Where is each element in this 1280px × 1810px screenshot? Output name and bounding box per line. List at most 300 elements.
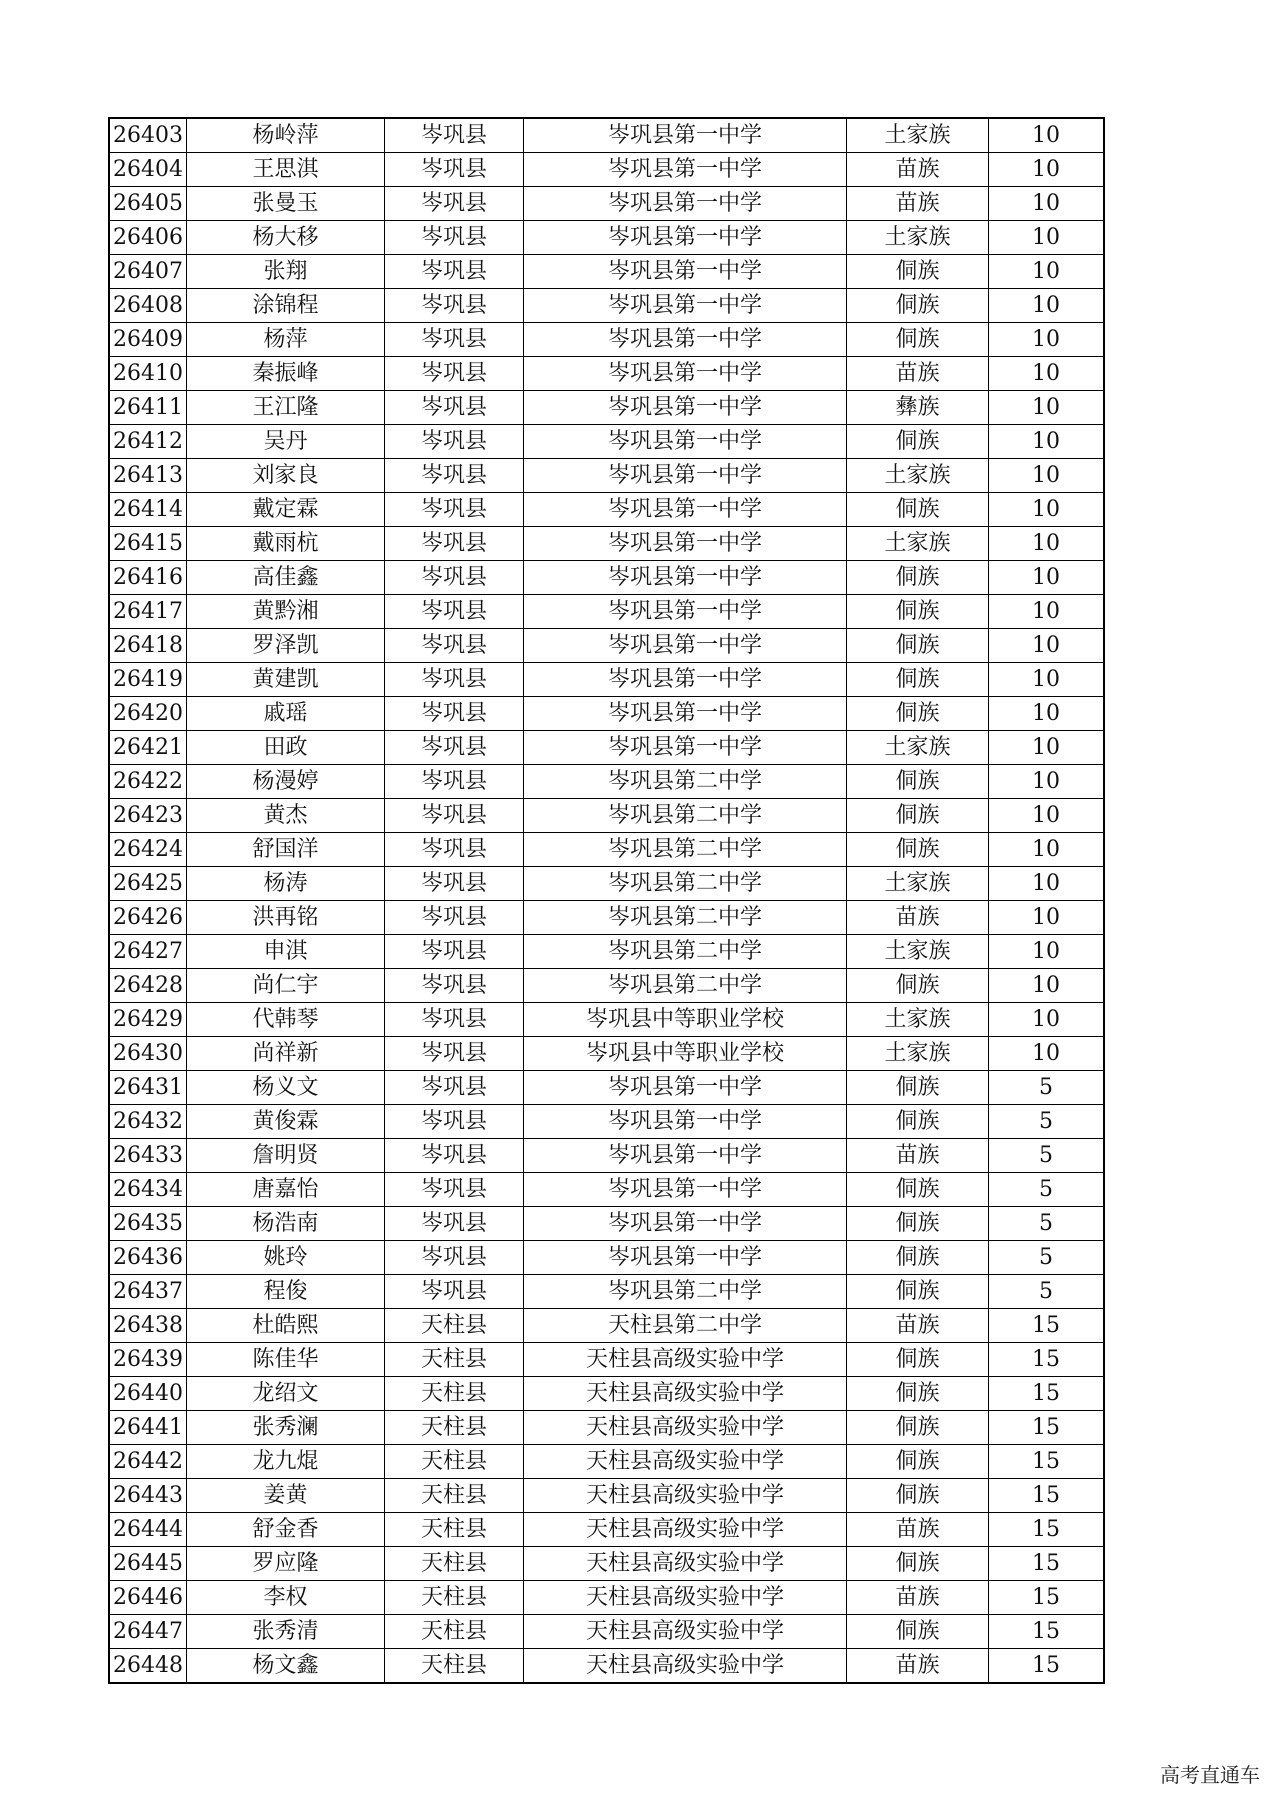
exam-number-cell: 26443 [109,1479,187,1513]
exam-number-cell: 26429 [109,1003,187,1037]
table-row [109,595,1104,629]
bonus-points-cell: 10 [989,1037,1105,1071]
name-cell: 詹明贤 [187,1139,385,1173]
exam-number-cell: 26417 [109,595,187,629]
exam-number-cell: 26434 [109,1173,187,1207]
bonus-points-cell: 15 [989,1649,1105,1684]
name-cell: 申淇 [187,935,385,969]
bonus-points-cell: 10 [989,1003,1105,1037]
table-row [109,969,1104,1003]
bonus-points-cell: 10 [989,663,1105,697]
county-cell: 天柱县 [385,1343,524,1377]
exam-number-cell: 26438 [109,1309,187,1343]
bonus-points-cell: 15 [989,1309,1105,1343]
name-cell: 黄黔湘 [187,595,385,629]
exam-number-cell: 26407 [109,255,187,289]
name-cell: 杨义文 [187,1071,385,1105]
bonus-points-cell: 5 [989,1139,1105,1173]
ethnicity-cell: 土家族 [847,935,989,969]
bonus-points-cell: 10 [989,391,1105,425]
county-cell: 岑巩县 [385,391,524,425]
exam-number-cell: 26440 [109,1377,187,1411]
school-cell: 岑巩县第一中学 [524,1207,847,1241]
ethnicity-cell: 苗族 [847,153,989,187]
ethnicity-cell: 侗族 [847,663,989,697]
name-cell: 张翔 [187,255,385,289]
county-cell: 岑巩县 [385,153,524,187]
bonus-points-cell: 15 [989,1581,1105,1615]
ethnicity-cell: 侗族 [847,289,989,323]
county-cell: 岑巩县 [385,697,524,731]
exam-number-cell: 26425 [109,867,187,901]
bonus-points-cell: 15 [989,1377,1105,1411]
bonus-points-cell: 15 [989,1615,1105,1649]
exam-number-cell: 26426 [109,901,187,935]
table-row [109,153,1104,187]
bonus-points-cell: 10 [989,323,1105,357]
bonus-points-cell: 10 [989,357,1105,391]
ethnicity-cell: 苗族 [847,1649,989,1684]
name-cell: 代韩琴 [187,1003,385,1037]
county-cell: 岑巩县 [385,935,524,969]
county-cell: 岑巩县 [385,357,524,391]
bonus-points-cell: 15 [989,1343,1105,1377]
table-row [109,1649,1104,1684]
school-cell: 岑巩县第一中学 [524,1241,847,1275]
ethnicity-cell: 苗族 [847,1309,989,1343]
table-row [109,527,1104,561]
bonus-points-cell: 5 [989,1173,1105,1207]
table-row [109,697,1104,731]
county-cell: 岑巩县 [385,1139,524,1173]
exam-number-cell: 26436 [109,1241,187,1275]
bonus-points-cell: 5 [989,1275,1105,1309]
table-row [109,799,1104,833]
ethnicity-cell: 侗族 [847,1411,989,1445]
table-row [109,1037,1104,1071]
exam-number-cell: 26414 [109,493,187,527]
exam-number-cell: 26437 [109,1275,187,1309]
school-cell: 岑巩县第一中学 [524,527,847,561]
exam-number-cell: 26427 [109,935,187,969]
table-row [109,221,1104,255]
school-cell: 天柱县高级实验中学 [524,1581,847,1615]
table-row [109,935,1104,969]
exam-number-cell: 26448 [109,1649,187,1684]
ethnicity-cell: 侗族 [847,1241,989,1275]
school-cell: 天柱县高级实验中学 [524,1547,847,1581]
county-cell: 岑巩县 [385,289,524,323]
table-row [109,1003,1104,1037]
ethnicity-cell: 侗族 [847,1343,989,1377]
exam-number-cell: 26435 [109,1207,187,1241]
bonus-points-cell: 10 [989,153,1105,187]
name-cell: 涂锦程 [187,289,385,323]
county-cell: 岑巩县 [385,118,524,153]
ethnicity-cell: 苗族 [847,1139,989,1173]
table-row [109,1581,1104,1615]
county-cell: 岑巩县 [385,833,524,867]
bonus-points-cell: 10 [989,425,1105,459]
school-cell: 天柱县第二中学 [524,1309,847,1343]
bonus-points-cell: 10 [989,867,1105,901]
school-cell: 天柱县高级实验中学 [524,1479,847,1513]
bonus-points-cell: 10 [989,731,1105,765]
table-row [109,1411,1104,1445]
ethnicity-cell: 侗族 [847,969,989,1003]
county-cell: 岑巩县 [385,493,524,527]
ethnicity-cell: 侗族 [847,561,989,595]
name-cell: 杨浩南 [187,1207,385,1241]
bonus-points-cell: 10 [989,289,1105,323]
name-cell: 姜黄 [187,1479,385,1513]
bonus-points-cell: 10 [989,561,1105,595]
ethnicity-cell: 土家族 [847,867,989,901]
county-cell: 岑巩县 [385,1037,524,1071]
county-cell: 岑巩县 [385,663,524,697]
county-cell: 岑巩县 [385,1241,524,1275]
county-cell: 岑巩县 [385,459,524,493]
bonus-points-cell: 10 [989,833,1105,867]
table-row [109,1105,1104,1139]
name-cell: 高佳鑫 [187,561,385,595]
table-row [109,731,1104,765]
name-cell: 罗应隆 [187,1547,385,1581]
name-cell: 舒国洋 [187,833,385,867]
ethnicity-cell: 侗族 [847,833,989,867]
ethnicity-cell: 土家族 [847,1037,989,1071]
exam-number-cell: 26423 [109,799,187,833]
name-cell: 杨萍 [187,323,385,357]
school-cell: 岑巩县第一中学 [524,595,847,629]
bonus-points-cell: 10 [989,629,1105,663]
name-cell: 龙绍文 [187,1377,385,1411]
exam-number-cell: 26433 [109,1139,187,1173]
exam-number-cell: 26403 [109,118,187,153]
ethnicity-cell: 侗族 [847,323,989,357]
school-cell: 岑巩县第一中学 [524,561,847,595]
ethnicity-cell: 土家族 [847,731,989,765]
table-row [109,901,1104,935]
county-cell: 岑巩县 [385,1071,524,1105]
name-cell: 戴雨杭 [187,527,385,561]
school-cell: 岑巩县第二中学 [524,901,847,935]
table-row [109,1139,1104,1173]
table-row [109,425,1104,459]
bonus-points-cell: 10 [989,459,1105,493]
school-cell: 岑巩县第一中学 [524,1105,847,1139]
ethnicity-cell: 苗族 [847,1581,989,1615]
bonus-points-cell: 10 [989,901,1105,935]
bonus-points-cell: 10 [989,187,1105,221]
county-cell: 岑巩县 [385,969,524,1003]
bonus-points-table [108,117,1105,1684]
table-row [109,1343,1104,1377]
school-cell: 岑巩县第二中学 [524,1275,847,1309]
name-cell: 黄俊霖 [187,1105,385,1139]
name-cell: 吴丹 [187,425,385,459]
exam-number-cell: 26441 [109,1411,187,1445]
exam-number-cell: 26431 [109,1071,187,1105]
school-cell: 天柱县高级实验中学 [524,1377,847,1411]
bonus-points-cell: 10 [989,221,1105,255]
exam-number-cell: 26446 [109,1581,187,1615]
name-cell: 杨漫婷 [187,765,385,799]
ethnicity-cell: 侗族 [847,1479,989,1513]
exam-number-cell: 26412 [109,425,187,459]
school-cell: 岑巩县第一中学 [524,323,847,357]
name-cell: 王江隆 [187,391,385,425]
school-cell: 天柱县高级实验中学 [524,1615,847,1649]
ethnicity-cell: 土家族 [847,459,989,493]
school-cell: 岑巩县第二中学 [524,867,847,901]
exam-number-cell: 26418 [109,629,187,663]
county-cell: 岑巩县 [385,1207,524,1241]
name-cell: 黄建凯 [187,663,385,697]
county-cell: 岑巩县 [385,867,524,901]
name-cell: 张曼玉 [187,187,385,221]
name-cell: 张秀清 [187,1615,385,1649]
school-cell: 岑巩县第二中学 [524,765,847,799]
name-cell: 戴定霖 [187,493,385,527]
ethnicity-cell: 侗族 [847,765,989,799]
table-row [109,867,1104,901]
ethnicity-cell: 侗族 [847,1445,989,1479]
county-cell: 天柱县 [385,1581,524,1615]
ethnicity-cell: 土家族 [847,527,989,561]
school-cell: 岑巩县第一中学 [524,663,847,697]
exam-number-cell: 26415 [109,527,187,561]
bonus-points-cell: 15 [989,1513,1105,1547]
exam-number-cell: 26411 [109,391,187,425]
table-row [109,1615,1104,1649]
exam-number-cell: 26419 [109,663,187,697]
exam-number-cell: 26404 [109,153,187,187]
exam-number-cell: 26409 [109,323,187,357]
exam-number-cell: 26424 [109,833,187,867]
county-cell: 天柱县 [385,1615,524,1649]
school-cell: 天柱县高级实验中学 [524,1343,847,1377]
exam-number-cell: 26416 [109,561,187,595]
table-row [109,1275,1104,1309]
county-cell: 岑巩县 [385,595,524,629]
name-cell: 陈佳华 [187,1343,385,1377]
ethnicity-cell: 侗族 [847,1207,989,1241]
school-cell: 岑巩县第一中学 [524,289,847,323]
ethnicity-cell: 侗族 [847,1071,989,1105]
bonus-points-cell: 10 [989,255,1105,289]
exam-number-cell: 26421 [109,731,187,765]
name-cell: 尚祥新 [187,1037,385,1071]
name-cell: 李权 [187,1581,385,1615]
bonus-points-cell: 5 [989,1241,1105,1275]
table-row [109,833,1104,867]
table-row [109,765,1104,799]
bonus-points-cell: 15 [989,1479,1105,1513]
name-cell: 戚瑶 [187,697,385,731]
county-cell: 岑巩县 [385,527,524,561]
ethnicity-cell: 侗族 [847,1377,989,1411]
bonus-points-cell: 5 [989,1105,1105,1139]
county-cell: 岑巩县 [385,901,524,935]
county-cell: 岑巩县 [385,1275,524,1309]
county-cell: 岑巩县 [385,1003,524,1037]
name-cell: 姚玲 [187,1241,385,1275]
school-cell: 岑巩县第二中学 [524,969,847,1003]
county-cell: 天柱县 [385,1513,524,1547]
exam-number-cell: 26408 [109,289,187,323]
county-cell: 天柱县 [385,1377,524,1411]
county-cell: 岑巩县 [385,765,524,799]
county-cell: 天柱县 [385,1547,524,1581]
name-cell: 张秀澜 [187,1411,385,1445]
bonus-points-cell: 10 [989,595,1105,629]
ethnicity-cell: 侗族 [847,1105,989,1139]
school-cell: 岑巩县第一中学 [524,493,847,527]
exam-number-cell: 26405 [109,187,187,221]
ethnicity-cell: 侗族 [847,1547,989,1581]
name-cell: 唐嘉怡 [187,1173,385,1207]
bonus-points-cell: 10 [989,935,1105,969]
bonus-points-cell: 10 [989,799,1105,833]
school-cell: 天柱县高级实验中学 [524,1445,847,1479]
name-cell: 秦振峰 [187,357,385,391]
school-cell: 岑巩县第一中学 [524,255,847,289]
school-cell: 岑巩县第一中学 [524,697,847,731]
exam-number-cell: 26444 [109,1513,187,1547]
name-cell: 杨大移 [187,221,385,255]
school-cell: 岑巩县第二中学 [524,833,847,867]
county-cell: 岑巩县 [385,1105,524,1139]
table-row [109,1445,1104,1479]
county-cell: 岑巩县 [385,561,524,595]
ethnicity-cell: 苗族 [847,1513,989,1547]
bonus-points-cell: 10 [989,969,1105,1003]
table-row [109,1071,1104,1105]
ethnicity-cell: 土家族 [847,118,989,153]
bonus-points-cell: 10 [989,493,1105,527]
school-cell: 天柱县高级实验中学 [524,1411,847,1445]
name-cell: 舒金香 [187,1513,385,1547]
bonus-points-cell: 5 [989,1071,1105,1105]
county-cell: 岑巩县 [385,1173,524,1207]
county-cell: 天柱县 [385,1309,524,1343]
school-cell: 岑巩县第二中学 [524,935,847,969]
bonus-points-cell: 5 [989,1207,1105,1241]
school-cell: 岑巩县第一中学 [524,1071,847,1105]
table-row [109,118,1104,153]
table-row [109,1377,1104,1411]
bonus-points-cell: 15 [989,1547,1105,1581]
county-cell: 岑巩县 [385,221,524,255]
table-row [109,1513,1104,1547]
ethnicity-cell: 土家族 [847,221,989,255]
school-cell: 岑巩县第一中学 [524,731,847,765]
table-row [109,629,1104,663]
county-cell: 岑巩县 [385,425,524,459]
bonus-points-cell: 10 [989,118,1105,153]
school-cell: 岑巩县第一中学 [524,153,847,187]
exam-number-cell: 26439 [109,1343,187,1377]
school-cell: 岑巩县第一中学 [524,1173,847,1207]
name-cell: 杨涛 [187,867,385,901]
table-row [109,187,1104,221]
exam-number-cell: 26430 [109,1037,187,1071]
exam-number-cell: 26410 [109,357,187,391]
school-cell: 天柱县高级实验中学 [524,1649,847,1684]
school-cell: 岑巩县第一中学 [524,221,847,255]
name-cell: 杨文鑫 [187,1649,385,1684]
table-row [109,289,1104,323]
name-cell: 尚仁宇 [187,969,385,1003]
school-cell: 岑巩县第一中学 [524,425,847,459]
name-cell: 罗泽凯 [187,629,385,663]
table-row [109,255,1104,289]
school-cell: 岑巩县第一中学 [524,1139,847,1173]
table-row [109,323,1104,357]
ethnicity-cell: 侗族 [847,697,989,731]
county-cell: 天柱县 [385,1649,524,1684]
table-row [109,1173,1104,1207]
table-row [109,391,1104,425]
name-cell: 杨岭萍 [187,118,385,153]
ethnicity-cell: 侗族 [847,1173,989,1207]
county-cell: 岑巩县 [385,731,524,765]
bonus-points-cell: 10 [989,765,1105,799]
ethnicity-cell: 苗族 [847,187,989,221]
county-cell: 岑巩县 [385,187,524,221]
exam-number-cell: 26432 [109,1105,187,1139]
school-cell: 岑巩县第一中学 [524,391,847,425]
bonus-points-cell: 10 [989,527,1105,561]
school-cell: 岑巩县中等职业学校 [524,1037,847,1071]
table-row [109,1309,1104,1343]
school-cell: 岑巩县第一中学 [524,187,847,221]
table-row [109,1207,1104,1241]
exam-number-cell: 26447 [109,1615,187,1649]
county-cell: 岑巩县 [385,629,524,663]
name-cell: 杜皓熙 [187,1309,385,1343]
bonus-points-cell: 15 [989,1445,1105,1479]
name-cell: 田政 [187,731,385,765]
ethnicity-cell: 土家族 [847,1003,989,1037]
exam-number-cell: 26422 [109,765,187,799]
name-cell: 龙九焜 [187,1445,385,1479]
ethnicity-cell: 侗族 [847,1275,989,1309]
table-body [109,118,1104,1683]
county-cell: 岑巩县 [385,255,524,289]
ethnicity-cell: 侗族 [847,799,989,833]
school-cell: 岑巩县第一中学 [524,629,847,663]
bonus-points-cell: 15 [989,1411,1105,1445]
table-row [109,357,1104,391]
table-row [109,493,1104,527]
ethnicity-cell: 苗族 [847,357,989,391]
ethnicity-cell: 苗族 [847,901,989,935]
school-cell: 岑巩县第一中学 [524,357,847,391]
table-row [109,459,1104,493]
table-row [109,663,1104,697]
table-row [109,561,1104,595]
exam-number-cell: 26420 [109,697,187,731]
exam-number-cell: 26413 [109,459,187,493]
table-row [109,1241,1104,1275]
county-cell: 天柱县 [385,1479,524,1513]
name-cell: 王思淇 [187,153,385,187]
school-cell: 天柱县高级实验中学 [524,1513,847,1547]
school-cell: 岑巩县第一中学 [524,118,847,153]
school-cell: 岑巩县第一中学 [524,459,847,493]
